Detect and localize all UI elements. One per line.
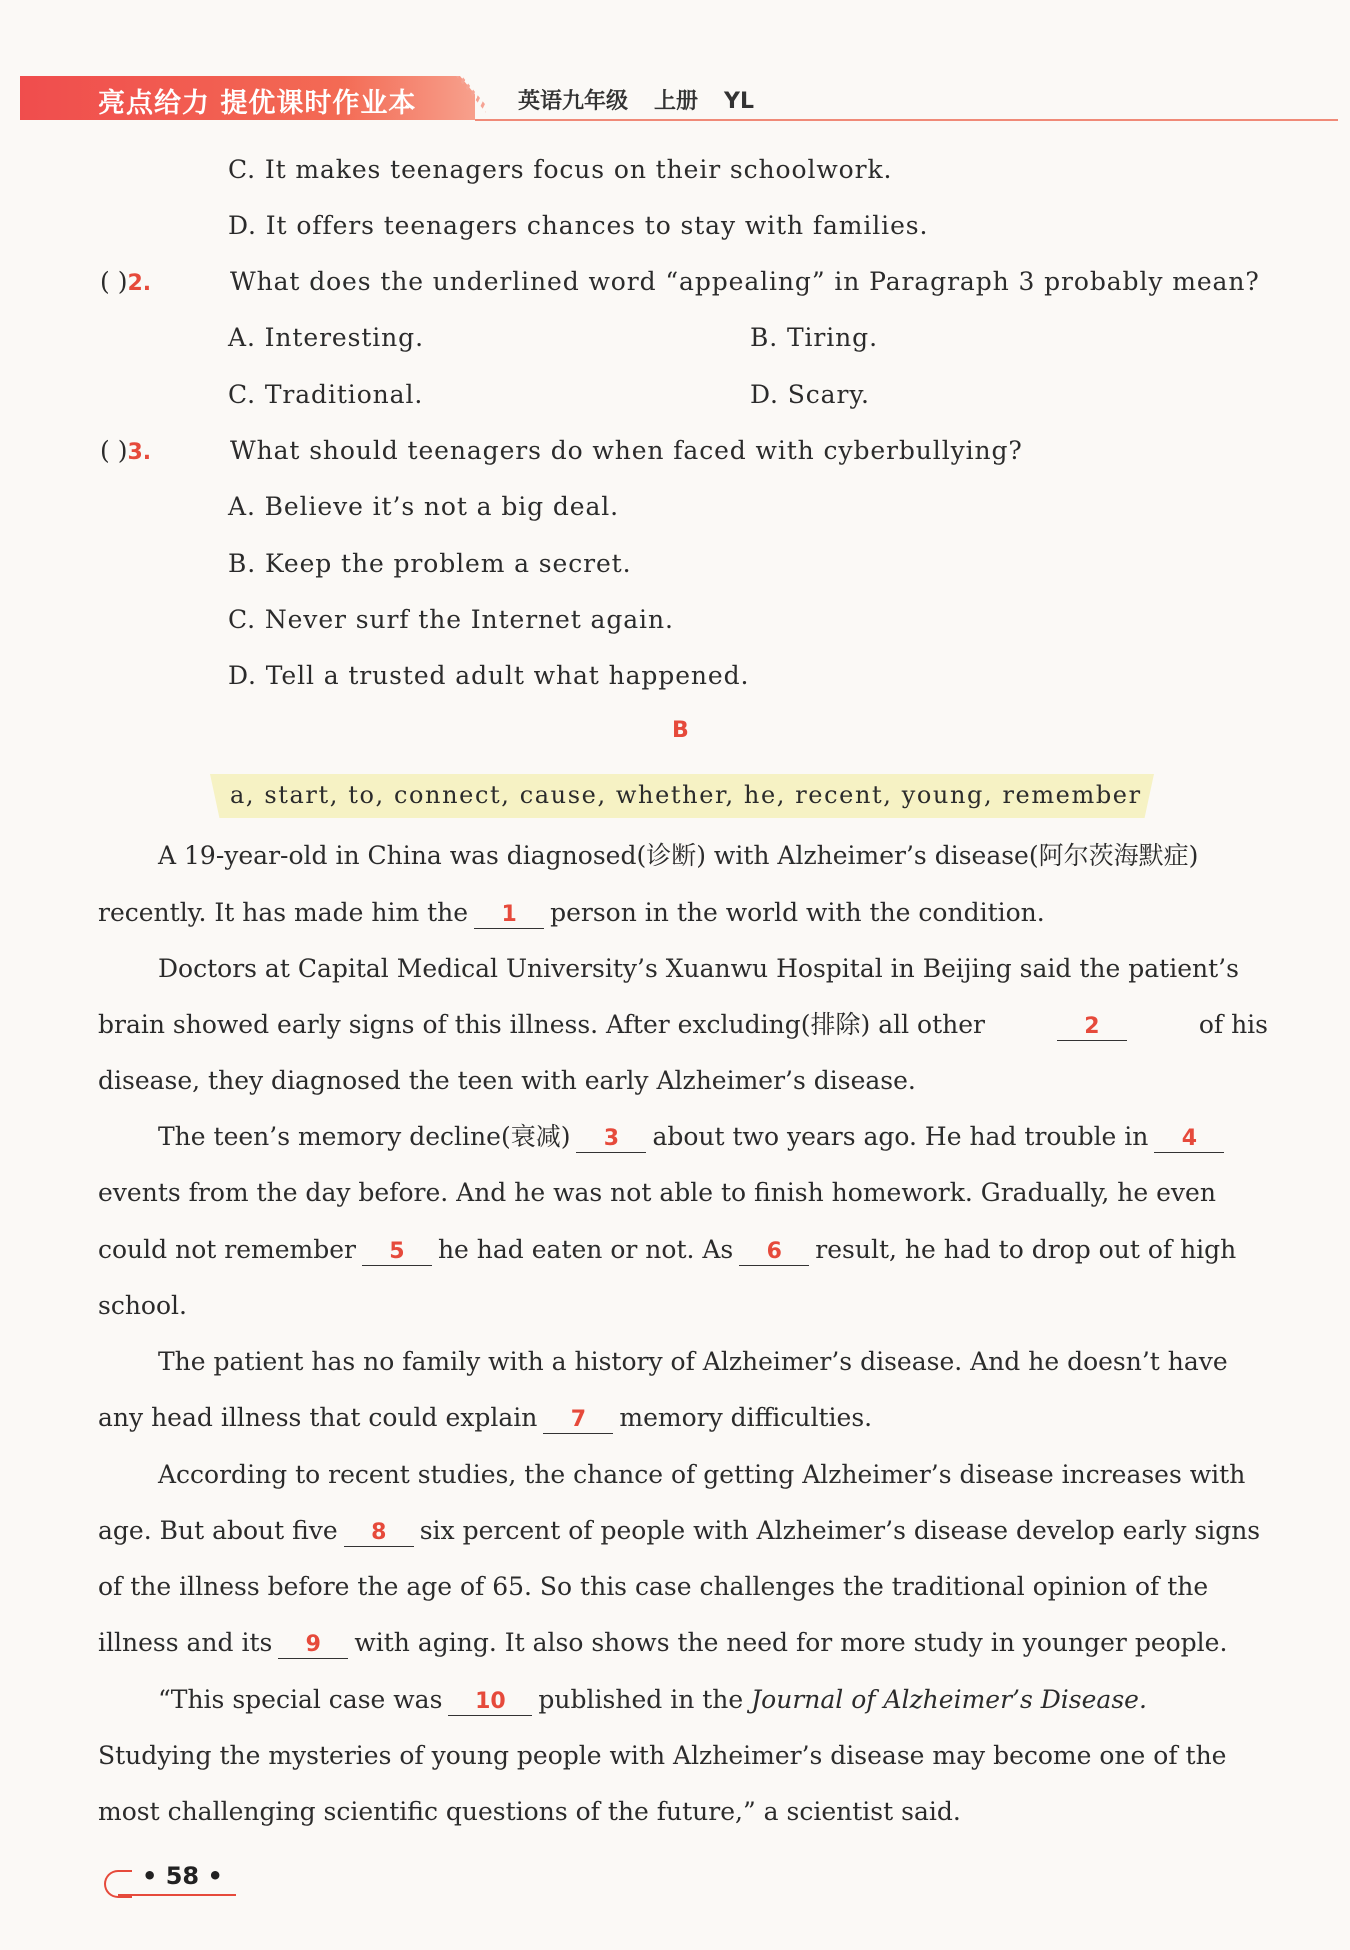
footer-rule — [118, 1894, 236, 1896]
q3-number: 3. — [127, 440, 152, 465]
blank-9[interactable]: 9 — [278, 1628, 348, 1659]
q3-answer-paren[interactable] — [100, 436, 151, 468]
passage-p3-line1: The teen’s memory decline(衰减) 3 about two years ago. He had trouble in 4 — [158, 1122, 1230, 1153]
passage-p1-line2: recently. It has made him the 1 person in the world with the condition. — [98, 898, 1045, 927]
blank-5[interactable]: 5 — [362, 1235, 432, 1266]
blank-8[interactable]: 8 — [344, 1516, 414, 1547]
q1-option-d: D. It offers teenagers chances to stay with families. — [228, 211, 929, 240]
q2-option-a: A. Interesting. — [228, 323, 424, 352]
passage-p5-line4: illness and its 9 with aging. It also shows the need for more study in younger people. — [98, 1628, 1228, 1657]
passage-p2-line3: disease, they diagnosed the teen with early Alzheimer’s disease. — [98, 1066, 916, 1095]
passage-p6-line1: “This special case was 10 published in the Journal of Alzheimer’s Disease. — [158, 1685, 1147, 1714]
blank-3[interactable]: 3 — [576, 1122, 646, 1153]
q3-option-b: B. Keep the problem a secret. — [228, 549, 632, 578]
q3-paren: ( ) — [100, 436, 128, 465]
passage-p6-line3: most challenging scientific questions of the future,” a scientist said. — [98, 1797, 961, 1826]
passage-p4-line2: any head illness that could explain 7 memory difficulties. — [98, 1403, 873, 1432]
page-footer — [104, 1860, 234, 1900]
q2-option-b: B. Tiring. — [750, 323, 878, 352]
passage-p3-line3: could not remember 5 he had eaten or not. As 6 result, he had to drop out of high — [98, 1235, 1237, 1264]
blank-10[interactable]: 10 — [448, 1685, 532, 1716]
q3-question: What should teenagers do when faced with cyberbullying? — [230, 436, 1023, 465]
q3-option-c: C. Never surf the Internet again. — [228, 605, 674, 634]
passage-p5-line3: of the illness before the age of 65. So this case challenges the traditional opinion of the — [98, 1572, 1209, 1601]
blank-2[interactable]: 2 — [1057, 1010, 1127, 1041]
header-book-info — [518, 84, 780, 115]
q2-question: What does the underlined word “appealing” in Paragraph 3 probably mean? — [230, 267, 1260, 296]
q3-option-a: A. Believe it’s not a big deal. — [228, 492, 620, 521]
q2-answer-paren[interactable] — [100, 267, 151, 299]
page-number: • 58 • — [142, 1862, 223, 1890]
q2-option-c: C. Traditional. — [228, 380, 424, 409]
q2-number: 2. — [127, 271, 152, 296]
q3-option-d: D. Tell a trusted adult what happened. — [228, 661, 750, 690]
passage-p3-line4: school. — [98, 1291, 187, 1320]
section-b-label: B — [672, 718, 689, 743]
header-rule — [475, 119, 1338, 121]
blank-6[interactable]: 6 — [739, 1235, 809, 1266]
passage-p3-line2: events from the day before. And he was not able to finish homework. Gradually, he even — [98, 1178, 1216, 1207]
book-title: 亮点给力 提优课时作业本 — [98, 88, 417, 119]
passage-p6-line2: Studying the mysteries of young people with Alzheimer’s disease may become one of the — [98, 1741, 1227, 1770]
passage-p5-line2: age. But about five 8 six percent of people with Alzheimer’s disease develop early signs — [98, 1516, 1261, 1545]
passage-p2-line2: brain showed early signs of this illness. After excluding(排除) all other 2 of his — [98, 1010, 1268, 1039]
q2-paren: ( ) — [100, 267, 128, 296]
header-edition: YL — [724, 89, 754, 114]
journal-name: Journal of Alzheimer’s Disease. — [751, 1685, 1147, 1714]
header-volume: 上册 — [654, 89, 699, 114]
passage-p1-line1: A 19-year-old in China was diagnosed(诊断) with Alzheimer’s disease(阿尔茨海默症) — [158, 841, 1199, 870]
blank-1[interactable]: 1 — [474, 898, 544, 929]
page-header — [20, 76, 1338, 122]
q1-option-c: C. It makes teenagers focus on their schoolwork. — [228, 155, 893, 184]
header-subject: 英语九年级 — [518, 89, 629, 114]
word-bank: a, start, to, connect, cause, whether, he, recent, young, remember — [230, 781, 1142, 809]
passage-p4-line1: The patient has no family with a history of Alzheimer’s disease. And he doesn’t have — [158, 1347, 1228, 1376]
passage-p2-line1: Doctors at Capital Medical University’s Xuanwu Hospital in Beijing said the patient’s — [158, 954, 1239, 983]
passage-p5-line1: According to recent studies, the chance of getting Alzheimer’s disease increases with — [158, 1460, 1246, 1489]
q2-option-d: D. Scary. — [750, 380, 870, 409]
blank-4[interactable]: 4 — [1154, 1122, 1224, 1153]
blank-7[interactable]: 7 — [543, 1403, 613, 1434]
